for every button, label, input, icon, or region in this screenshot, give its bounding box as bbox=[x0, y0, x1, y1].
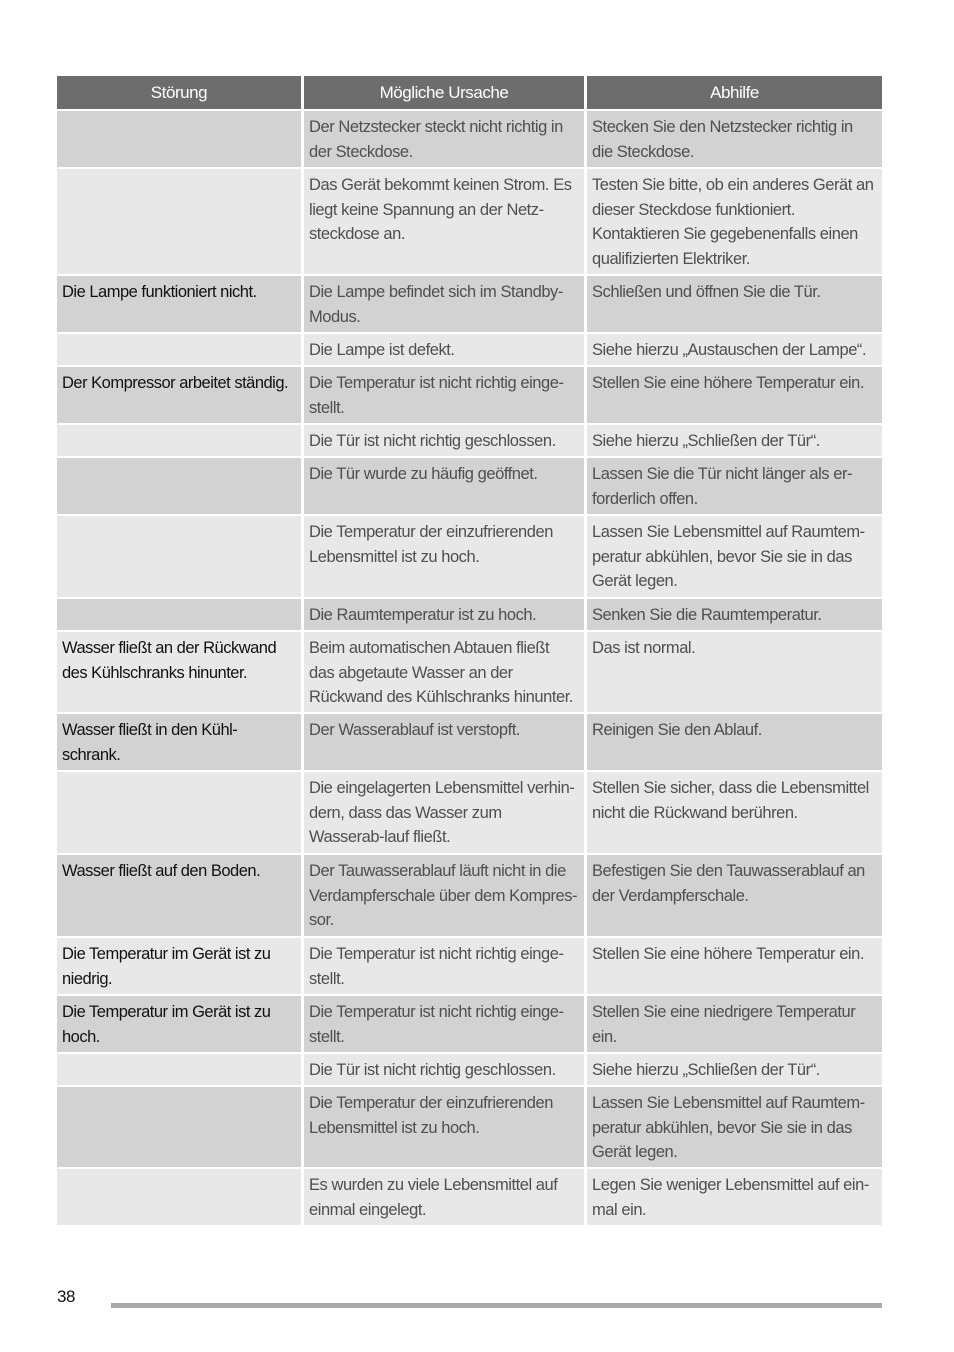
remedy-cell: Siehe hierzu „Schließen der Tür“. bbox=[587, 1054, 882, 1085]
cause-cell: Die Lampe ist defekt. bbox=[304, 334, 584, 365]
table-header bbox=[57, 76, 882, 109]
fault-cell bbox=[57, 1054, 301, 1085]
table-row bbox=[57, 599, 882, 630]
table-row bbox=[57, 996, 882, 1052]
fault-cell bbox=[57, 1087, 301, 1167]
table-row bbox=[57, 516, 882, 597]
table-row bbox=[57, 1054, 882, 1085]
cause-cell: Der Netzstecker steckt nicht richtig in der Steckdose. bbox=[304, 111, 584, 167]
table-row bbox=[57, 334, 882, 365]
fault-cell bbox=[57, 599, 301, 630]
cause-cell: Die Temperatur der einzufrierenden Lebensmittel ist zu hoch. bbox=[304, 516, 584, 597]
cause-cell: Die Temperatur ist nicht richtig einge-stellt. bbox=[304, 996, 584, 1052]
remedy-cell: Legen Sie weniger Lebensmittel auf ein-mal ein. bbox=[587, 1169, 882, 1225]
remedy-cell: Schließen und öffnen Sie die Tür. bbox=[587, 276, 882, 332]
cause-cell: Beim automatischen Abtauen fließt das abgetaute Wasser an der Rückwand des Kühlschranks hinunter. bbox=[304, 632, 584, 712]
cause-cell: Der Tauwasserablauf läuft nicht in die Verdampferschale über dem Kompres-sor. bbox=[304, 855, 584, 936]
remedy-cell: Lassen Sie Lebensmittel auf Raumtem-peratur abkühlen, bevor Sie sie in das Gerät legen. bbox=[587, 516, 882, 597]
fault-cell bbox=[57, 334, 301, 365]
fault-cell: Wasser fließt auf den Boden. bbox=[57, 855, 301, 936]
table-row bbox=[57, 367, 882, 423]
remedy-cell: Lassen Sie Lebensmittel auf Raumtem-peratur abkühlen, bevor Sie sie in das Gerät legen. bbox=[587, 1087, 882, 1167]
fault-cell bbox=[57, 425, 301, 456]
fault-cell: Wasser fließt in den Kühl-schrank. bbox=[57, 714, 301, 770]
header-fault: Störung bbox=[57, 76, 301, 109]
remedy-cell: Stellen Sie sicher, dass die Lebensmittel nicht die Rückwand berühren. bbox=[587, 772, 882, 853]
cause-cell: Die Tür wurde zu häufig geöffnet. bbox=[304, 458, 584, 514]
fault-cell: Wasser fließt an der Rückwand des Kühlschranks hinunter. bbox=[57, 632, 301, 712]
remedy-cell: Stellen Sie eine niedrigere Temperatur ein. bbox=[587, 996, 882, 1052]
cause-cell: Die Raumtemperatur ist zu hoch. bbox=[304, 599, 584, 630]
remedy-cell: Stellen Sie eine höhere Temperatur ein. bbox=[587, 938, 882, 994]
fault-cell: Der Kompressor arbeitet ständig. bbox=[57, 367, 301, 423]
table-row bbox=[57, 458, 882, 514]
remedy-cell: Lassen Sie die Tür nicht länger als er-forderlich offen. bbox=[587, 458, 882, 514]
cause-cell: Das Gerät bekommt keinen Strom. Es liegt keine Spannung an der Netz-steckdose an. bbox=[304, 169, 584, 274]
remedy-cell: Reinigen Sie den Ablauf. bbox=[587, 714, 882, 770]
cause-cell: Die Temperatur der einzufrierenden Lebensmittel ist zu hoch. bbox=[304, 1087, 584, 1167]
table-row bbox=[57, 855, 882, 936]
fault-cell: Die Temperatur im Gerät ist zu hoch. bbox=[57, 996, 301, 1052]
table-row bbox=[57, 1087, 882, 1167]
table-row bbox=[57, 938, 882, 994]
table-row bbox=[57, 276, 882, 332]
table-row bbox=[57, 111, 882, 167]
remedy-cell: Das ist normal. bbox=[587, 632, 882, 712]
fault-cell bbox=[57, 458, 301, 514]
table-row bbox=[57, 714, 882, 770]
table-row bbox=[57, 169, 882, 274]
remedy-cell: Siehe hierzu „Austauschen der Lampe“. bbox=[587, 334, 882, 365]
fault-cell bbox=[57, 772, 301, 853]
cause-cell: Die Tür ist nicht richtig geschlossen. bbox=[304, 425, 584, 456]
cause-cell: Die Temperatur ist nicht richtig einge-stellt. bbox=[304, 938, 584, 994]
cause-cell: Es wurden zu viele Lebensmittel auf einmal eingelegt. bbox=[304, 1169, 584, 1225]
remedy-cell: Stecken Sie den Netzstecker richtig in die Steckdose. bbox=[587, 111, 882, 167]
header-cause: Mögliche Ursache bbox=[304, 76, 584, 109]
remedy-cell: Befestigen Sie den Tauwasserablauf an der Verdampferschale. bbox=[587, 855, 882, 936]
cause-cell: Die Tür ist nicht richtig geschlossen. bbox=[304, 1054, 584, 1085]
fault-cell bbox=[57, 1169, 301, 1225]
troubleshooting-table bbox=[57, 76, 882, 1227]
fault-cell bbox=[57, 169, 301, 274]
fault-cell bbox=[57, 111, 301, 167]
table-row bbox=[57, 632, 882, 712]
remedy-cell: Testen Sie bitte, ob ein anderes Gerät an dieser Steckdose funktioniert. Kontaktieren Sie gegebenenfalls einen qualifizierten Elektriker. bbox=[587, 169, 882, 274]
remedy-cell: Senken Sie die Raumtemperatur. bbox=[587, 599, 882, 630]
page-number: 38 bbox=[57, 1287, 76, 1306]
cause-cell: Der Wasserablauf ist verstopft. bbox=[304, 714, 584, 770]
remedy-cell: Siehe hierzu „Schließen der Tür“. bbox=[587, 425, 882, 456]
fault-cell: Die Lampe funktioniert nicht. bbox=[57, 276, 301, 332]
header-remedy: Abhilfe bbox=[587, 76, 882, 109]
footer-rule bbox=[111, 1303, 882, 1308]
table-row bbox=[57, 772, 882, 853]
cause-cell: Die Temperatur ist nicht richtig einge-stellt. bbox=[304, 367, 584, 423]
table-row bbox=[57, 1169, 882, 1225]
table-row bbox=[57, 425, 882, 456]
fault-cell: Die Temperatur im Gerät ist zu niedrig. bbox=[57, 938, 301, 994]
remedy-cell: Stellen Sie eine höhere Temperatur ein. bbox=[587, 367, 882, 423]
cause-cell: Die eingelagerten Lebensmittel verhin-dern, dass das Wasser zum Wasserab-lauf fließt. bbox=[304, 772, 584, 853]
cause-cell: Die Lampe befindet sich im Standby-Modus. bbox=[304, 276, 584, 332]
fault-cell bbox=[57, 516, 301, 597]
